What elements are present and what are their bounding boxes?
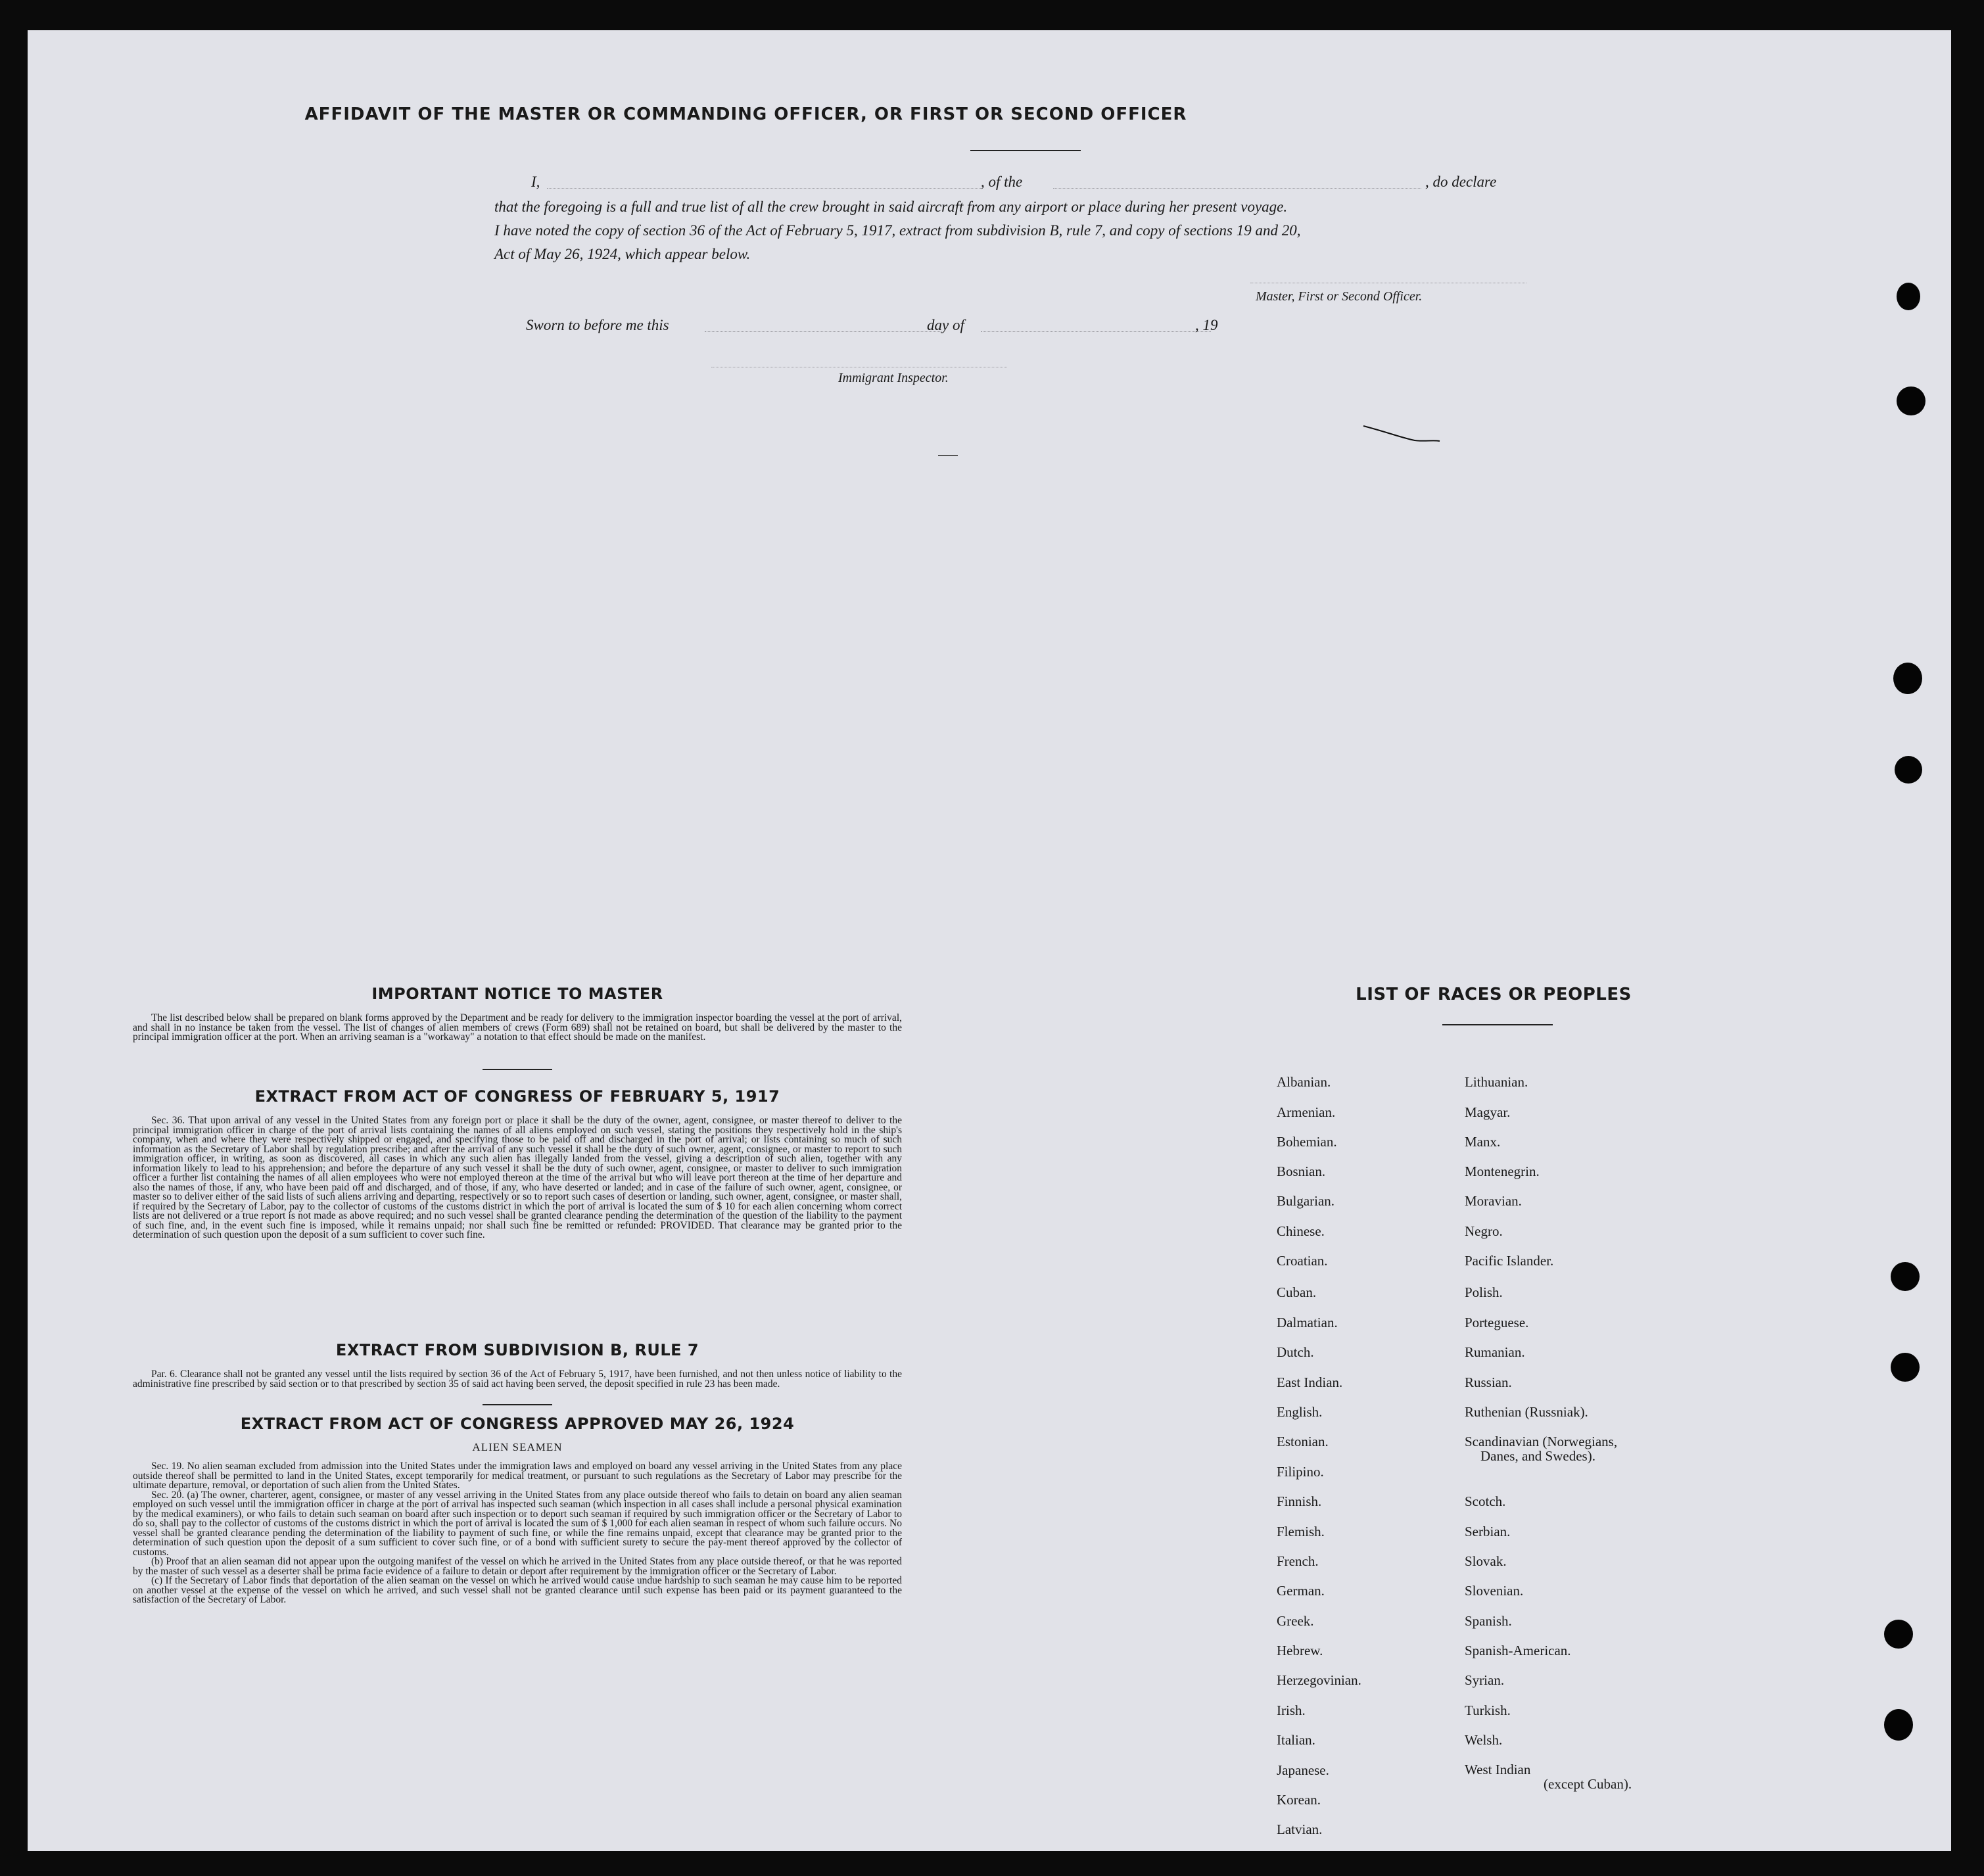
extract-1924-title: EXTRACT FROM ACT OF CONGRESS APPROVED MAY 26, 1924 — [240, 1415, 795, 1433]
stray-mark — [938, 455, 958, 456]
race-item: East Indian. — [1277, 1374, 1343, 1390]
race-item: Manx. — [1465, 1134, 1501, 1150]
year-label: , 19 — [1195, 317, 1218, 333]
punch-hole — [1891, 1353, 1920, 1382]
race-item: Spanish. — [1465, 1613, 1512, 1629]
race-item: Pacific Islander. — [1465, 1253, 1554, 1269]
name-field[interactable] — [547, 188, 981, 189]
extract-1917-title: EXTRACT FROM ACT OF CONGRESS OF FEBRUARY 5, 1917 — [254, 1087, 780, 1106]
notice-title: IMPORTANT NOTICE TO MASTER — [371, 985, 663, 1003]
race-item: Bulgarian. — [1277, 1193, 1335, 1209]
races-rule — [1442, 1024, 1553, 1025]
race-item: Welsh. — [1465, 1732, 1503, 1748]
race-item: Finnish. — [1277, 1493, 1322, 1509]
master-caption: Master, First or Second Officer. — [1256, 289, 1423, 304]
race-item: (except Cuban). — [1544, 1776, 1632, 1792]
race-item: Herzegovinian. — [1277, 1672, 1361, 1688]
race-item: Dutch. — [1277, 1344, 1314, 1360]
race-item: Scotch. — [1465, 1493, 1506, 1509]
race-item: Chinese. — [1277, 1223, 1325, 1239]
punch-hole — [1895, 756, 1922, 784]
race-item: Ruthenian (Russniak). — [1465, 1404, 1588, 1420]
day-field[interactable] — [705, 331, 941, 332]
race-item: Flemish. — [1277, 1524, 1325, 1539]
race-item: Slovenian. — [1465, 1583, 1524, 1599]
extract-1917-text — [133, 1116, 902, 1240]
extract-1917-paragraph: Sec. 36. That upon arrival of any vessel in the United States from any foreign port or place it shall be the duty of the owner, agent, consignee, or master thereof to deliver to the principal immigration officer in charge of the port of arrival lists containing the names of all aliens employed on such vessel, stating the positions they respectively hold in the ship's company, when and where they were respectively shipped or engaged, and specifying those to be paid off and discharged in the port of arrival; or lists containing so much of such information as the Secretary of Labor shall by regulation prescribe; and after the arrival of any such vessel it shall be the duty of such owner, agent, consignee, or master to report to such immigration officer, in writing, as soon as discovered, all cases in which any such alien has illegally landed from the vessel, giving a description of such alien, together with any information likely to lead to his apprehension; and before the departure of any such vessel it shall be the duty of such owner, agent, consignee, or master to deliver to such immigration officer a further list containing the names of all alien employees who were not employed thereon at the time of the arrival but who will leave port thereon at the time of her departure and also the names of those, if any, who have been paid off and discharged, and of those, if any, who have deserted or landed; and in case of the failure of such owner, agent, consignee, or master so to deliver either of the said lists of such aliens arriving and departing, respectively or so to report such cases of desertion or landing, such owner, agent, consignee, or master shall, if required by the Secretary of Labor, pay to the collector of customs of the customs district in which the port of arrival is located the sum of $ 10 for each alien concerning whom correct lists are not delivered or a true report is not made as above required; and no such vessel shall be granted clearance pending the determination of the question of the liability to the payment of such fine, and, in the event such fine is imposed, while it remains unpaid; nor shall such fine be remitted or refunded: PROVIDED. That clearance may be granted prior to the determination of such question upon the deposit of a sum sufficient to cover such fine. — [133, 1115, 902, 1240]
race-item: Croatian. — [1277, 1253, 1328, 1269]
sec-20c-paragraph: (c) If the Secretary of Labor finds that deportation of the alien seaman on the vessel on which he arrived would cause undue hardship to such seaman he may cause him to be reported on another vessel at the expense of the vessel on which he arrived, and such vessel shall not be granted clearance until such expense has been paid or its payment guaranteed to the satisfaction of the Secretary of Labor. — [133, 1575, 902, 1605]
affidavit-line-4: Act of May 26, 1924, which appear below. — [494, 246, 751, 262]
race-item: Albanian. — [1277, 1074, 1331, 1090]
notice-paragraph: The list described below shall be prepared on blank forms approved by the Department and be ready for delivery to the immigration inspector boarding the vessel at the port of arrival, and shall in no instance be taken from the vessel. The list of changes of alien members of crews (Form 689) shall not be retained on board, but shall be delivered by the master to the principal immigration officer at the port. When an arriving seaman is a "workaway" a notation to that effect should be made on the manifest. — [133, 1012, 902, 1043]
race-item: French. — [1277, 1553, 1319, 1569]
document-page — [28, 30, 1951, 1851]
race-item: Rumanian. — [1465, 1344, 1525, 1360]
affidavit-line-2: that the foregoing is a full and true list of all the crew brought in said aircraft from any airport or place during her present voyage. — [494, 199, 1288, 215]
title-rule — [970, 150, 1081, 151]
sworn-label: Sworn to before me this — [526, 317, 669, 333]
race-item: Serbian. — [1465, 1524, 1511, 1539]
do-declare-label: , do declare — [1425, 174, 1497, 190]
race-item: Magyar. — [1465, 1104, 1511, 1120]
punch-hole — [1891, 1262, 1920, 1291]
alien-seamen-subtitle: ALIEN SEAMEN — [472, 1441, 563, 1453]
race-item: Filipino. — [1277, 1464, 1324, 1480]
race-item: Danes, and Swedes). — [1480, 1448, 1595, 1464]
notice-rule — [483, 1069, 552, 1070]
race-item: Armenian. — [1277, 1104, 1336, 1120]
race-item: Japanese. — [1277, 1762, 1329, 1778]
race-item: Turkish. — [1465, 1702, 1511, 1718]
race-item: Greek. — [1277, 1613, 1314, 1629]
affidavit-line-3: I have noted the copy of section 36 of the Act of February 5, 1917, extract from subdivision B, rule 7, and copy of sections 19 and 20, — [494, 222, 1301, 239]
subdivision-title: EXTRACT FROM SUBDIVISION B, RULE 7 — [335, 1341, 699, 1359]
subdivision-paragraph: Par. 6. Clearance shall not be granted any vessel until the lists required by section 36 of the Act of February 5, 1917, have been furnished, and not then unless notice of liability to the administrative fine prescribed by said section or to that prescribed by section 35 of said act having been served, the deposit specified in rule 23 has been made. — [133, 1369, 902, 1390]
punch-hole — [1897, 283, 1920, 310]
race-item: Negro. — [1465, 1223, 1503, 1239]
race-item: Syrian. — [1465, 1672, 1505, 1688]
race-item: Bohemian. — [1277, 1134, 1337, 1150]
race-item: Polish. — [1465, 1284, 1503, 1300]
inspector-caption: Immigrant Inspector. — [838, 371, 949, 385]
vessel-field[interactable] — [1053, 188, 1421, 189]
race-item: Russian. — [1465, 1374, 1512, 1390]
race-item: Irish. — [1277, 1702, 1306, 1718]
race-item: Scandinavian (Norwegians, — [1465, 1434, 1618, 1449]
affidavit-title: AFFIDAVIT OF THE MASTER OR COMMANDING OFFICER, OR FIRST OR SECOND OFFICER — [304, 105, 1187, 124]
race-item: Estonian. — [1277, 1434, 1329, 1449]
day-of-label: day of — [927, 317, 964, 333]
race-item: Lithuanian. — [1465, 1074, 1528, 1090]
race-item: Bosnian. — [1277, 1163, 1326, 1179]
extract-1924-text — [133, 1462, 902, 1605]
race-item: Hebrew. — [1277, 1643, 1323, 1658]
punch-hole — [1893, 663, 1922, 694]
race-item: West Indian — [1465, 1762, 1531, 1777]
punch-hole — [1884, 1709, 1913, 1741]
races-title: LIST OF RACES OR PEOPLES — [1356, 985, 1632, 1004]
race-item: Dalmatian. — [1277, 1315, 1338, 1330]
race-item: Korean. — [1277, 1792, 1321, 1808]
race-item: Cuban. — [1277, 1284, 1317, 1300]
sec-19-paragraph: Sec. 19. No alien seaman excluded from admission into the United States under the immigration laws and employed on board any vessel arriving in the United States from any place outside thereof shall be permitted to land in the United States, except temporarily for medical treatment, or pursuant to such regulations as the Secretary of Labor may prescribe for the ultimate departure, removal, or deportation of such alien from the United States. — [133, 1461, 902, 1491]
pen-stroke-mark — [1362, 423, 1441, 443]
race-item: Porteguese. — [1465, 1315, 1529, 1330]
race-item: Italian. — [1277, 1732, 1315, 1748]
race-item: Spanish-American. — [1465, 1643, 1571, 1658]
of-the-label: , of the — [981, 174, 1023, 190]
punch-hole — [1884, 1620, 1913, 1649]
race-item: German. — [1277, 1583, 1325, 1599]
race-item: Montenegrin. — [1465, 1163, 1540, 1179]
notice-text — [133, 1014, 902, 1043]
i-label: I, — [531, 174, 540, 190]
race-item: English. — [1277, 1404, 1323, 1420]
month-field[interactable] — [981, 331, 1211, 332]
punch-hole — [1897, 387, 1925, 415]
sec-20a-paragraph: Sec. 20. (a) The owner, charterer, agent, consignee, or master of any vessel arriving in the United States from any place outside thereof who fails to detain on board any alien seaman employed on such vessel until the immigration officer in charge at the port of arrival has inspected such seaman (which inspection in all cases shall include a personal physical examination by the medical examiners), or who fails to detain such seaman on board after such inspection or to deport such seaman if required by such immigration officer or the Secretary of Labor to do so, shall pay to the collector of customs of the customs district in which the port of arrival is located the sum of $ 1,000 for each alien seaman in respect of whom such failure occurs. No vessel shall be granted clearance pending the determination of the liability to payment of such fine, or while the fine remains unpaid, except that clearance may be granted prior to the determination of such question upon the deposit of a sum sufficient to cover such fine, or of a bond with sufficient surety to secure the pay-ment thereof approved by the collector of customs. — [133, 1489, 902, 1558]
subdivision-text — [133, 1370, 902, 1389]
race-item: Latvian. — [1277, 1821, 1323, 1837]
subdivision-rule — [483, 1404, 552, 1405]
race-item: Slovak. — [1465, 1553, 1507, 1569]
sec-20b-paragraph: (b) Proof that an alien seaman did not appear upon the outgoing manifest of the vessel on which he arrived in the United States from any place outside thereof, or that he was reported by the master of such vessel as a deserter shall be prima facie evidence of a failure to detain or deport after requirement by the immigration officer or the Secretary of Labor. — [133, 1556, 902, 1577]
race-item: Moravian. — [1465, 1193, 1522, 1209]
